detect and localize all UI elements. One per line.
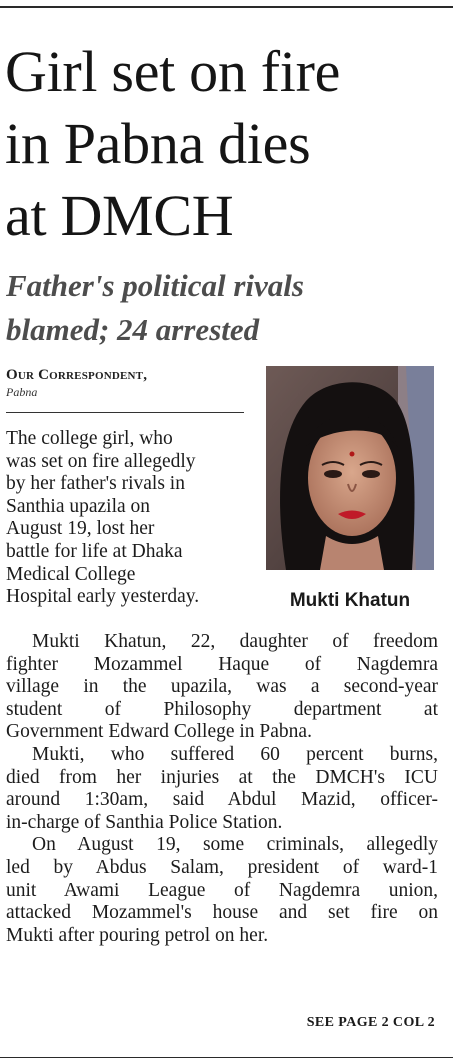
- paragraph-4-line: attacked Mozammel's house and set fire on: [6, 902, 438, 924]
- subheadline: [6, 264, 451, 352]
- paragraph-2-line: student of Philosophy department at: [6, 698, 438, 720]
- byline-rule: [6, 412, 244, 413]
- paragraph-1-line: August 19, lost her: [6, 518, 155, 540]
- byline: [6, 365, 246, 399]
- portrait-photo: [266, 366, 434, 570]
- headline-line-3: at DMCH: [5, 183, 234, 248]
- top-rule: [0, 6, 453, 8]
- paragraph-3-line: around 1:30am, said Abdul Mazid, officer-: [6, 789, 438, 811]
- paragraph-4-line: On August 19, some criminals, allegedly: [32, 834, 438, 856]
- paragraph-2-line: village in the upazila, was a second-year: [6, 676, 438, 698]
- continuation-note: SEE PAGE 2 COL 2: [306, 1015, 435, 1030]
- paragraph-2-line: fighter Mozammel Haque of Nagdemra: [6, 653, 438, 675]
- paragraph-1-line: Hospital early yesterday.: [6, 586, 200, 608]
- paragraph-2-line: Government Edward College in Pabna.: [6, 721, 312, 743]
- headline-line-1: Girl set on fire: [5, 39, 341, 104]
- paragraph-3-line: Mukti, who suffered 60 percent burns,: [32, 743, 438, 765]
- article-body: [6, 631, 438, 947]
- paragraph-1-line: The college girl, who: [6, 428, 173, 449]
- subhead-line-2: blamed; 24 arrested: [6, 312, 260, 347]
- paragraph-1-line: battle for life at Dhaka: [6, 540, 183, 562]
- paragraph-1-line: Santhia upazila on: [6, 495, 151, 517]
- paragraph-4-line: led by Abdus Salam, president of ward-1: [6, 856, 438, 878]
- paragraph-1: [6, 428, 256, 609]
- paragraph-1-line: Medical College: [6, 563, 136, 585]
- byline-location: Pabna: [6, 385, 38, 399]
- headline: [5, 36, 453, 252]
- paragraph-1-line: by her father's rivals in: [6, 473, 185, 495]
- paragraph-4-line: Mukti after pouring petrol on her.: [6, 924, 269, 946]
- headline-line-2: in Pabna dies: [5, 111, 311, 176]
- paragraph-3-line: in-charge of Santhia Police Station.: [6, 811, 283, 833]
- photo-caption: Mukti Khatun: [289, 590, 411, 611]
- subhead-line-1: Father's political rivals: [6, 268, 304, 303]
- byline-name: Our Correspondent,: [6, 367, 148, 383]
- bottom-rule: [0, 1057, 453, 1058]
- paragraph-1-line: was set on fire allegedly: [6, 450, 196, 472]
- paragraph-2-line: Mukti Khatun, 22, daughter of freedom: [32, 631, 438, 652]
- paragraph-4-line: unit Awami League of Nagdemra union,: [6, 879, 438, 901]
- paragraph-3-line: died from her injuries at the DMCH's ICU: [6, 766, 438, 788]
